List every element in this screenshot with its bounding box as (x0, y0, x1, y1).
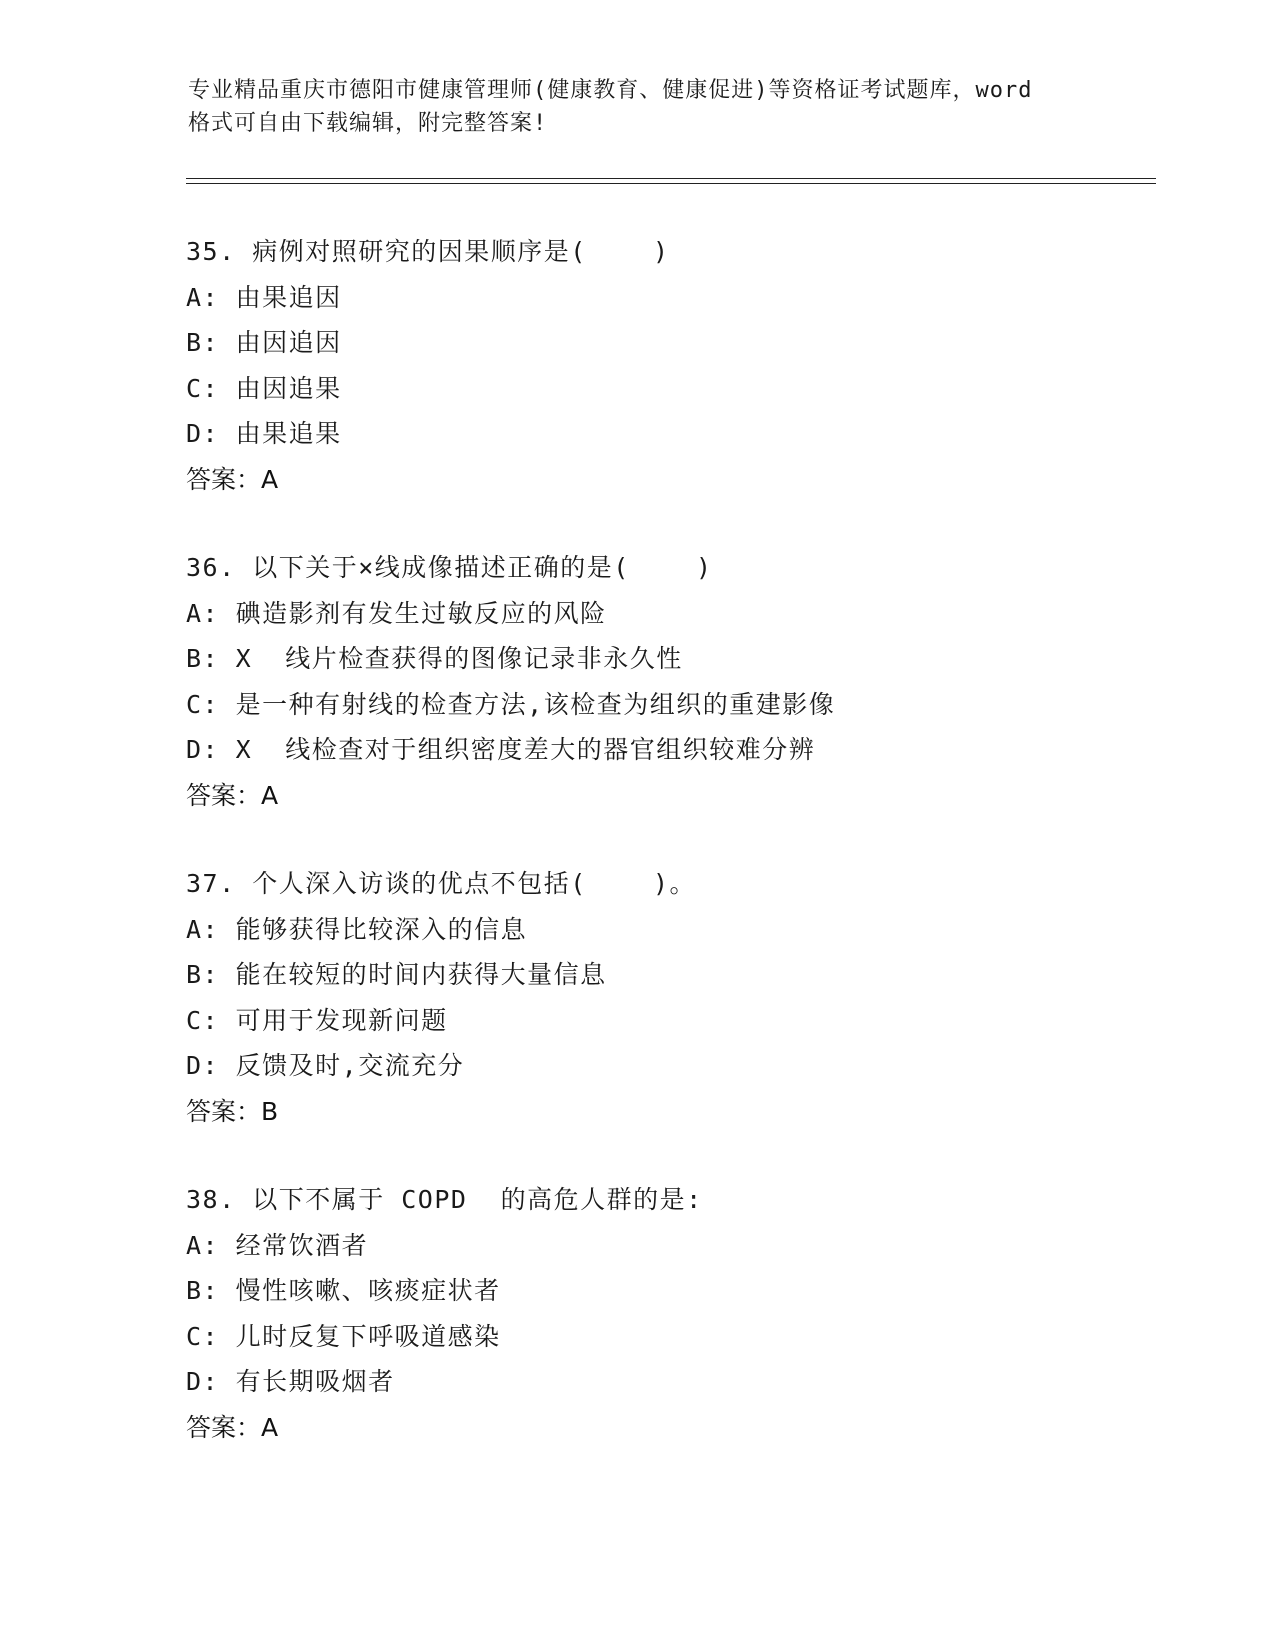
option-b: B: 能在较短的时间内获得大量信息 (186, 960, 607, 989)
option-d: D: X 线检查对于组织密度差大的器官组织较难分辨 (186, 735, 816, 764)
header-divider-bottom (186, 183, 1156, 184)
question-37 (186, 861, 1146, 1134)
question-38 (186, 1177, 1146, 1450)
question-36 (186, 545, 1146, 818)
question-stem: 37. 个人深入访谈的优点不包括( )。 (186, 869, 697, 898)
option-d: D: 反馈及时,交流充分 (186, 1051, 465, 1080)
header-line-2: 格式可自由下载编辑，附完整答案! (188, 111, 548, 136)
header-divider-top (186, 178, 1156, 179)
option-c: C: 可用于发现新问题 (186, 1005, 448, 1035)
option-d: D: 有长期吸烟者 (186, 1367, 395, 1396)
page-header (188, 74, 1088, 140)
question-stem: 35. 病例对照研究的因果顺序是( ) (186, 237, 670, 266)
option-c: C: 是一种有射线的检查方法,该检查为组织的重建影像 (186, 689, 836, 719)
header-line-1: 专业精品重庆市德阳市健康管理师(健康教育、健康促进)等资格证考试题库，word (188, 78, 1033, 103)
option-b: B: X 线片检查获得的图像记录非永久性 (186, 644, 683, 673)
option-a: A: 能够获得比较深入的信息 (186, 914, 528, 944)
option-d: D: 由果追果 (186, 419, 342, 448)
option-a: A: 碘造影剂有发生过敏反应的风险 (186, 598, 607, 628)
option-a: A: 经常饮酒者 (186, 1230, 369, 1260)
answer: 答案：A (186, 464, 279, 494)
option-c: C: 由因追果 (186, 373, 342, 403)
option-b: B: 慢性咳嗽、咳痰症状者 (186, 1276, 501, 1305)
answer: 答案：A (186, 1412, 279, 1442)
option-b: B: 由因追因 (186, 328, 342, 357)
question-stem: 36. 以下关于×线成像描述正确的是( ) (186, 553, 713, 582)
answer: 答案：B (186, 1096, 279, 1126)
option-a: A: 由果追因 (186, 282, 342, 312)
option-c: C: 儿时反复下呼吸道感染 (186, 1321, 501, 1351)
question-stem: 38. 以下不属于 COPD 的高危人群的是: (186, 1185, 703, 1214)
question-35 (186, 229, 1146, 502)
answer: 答案：A (186, 780, 279, 810)
